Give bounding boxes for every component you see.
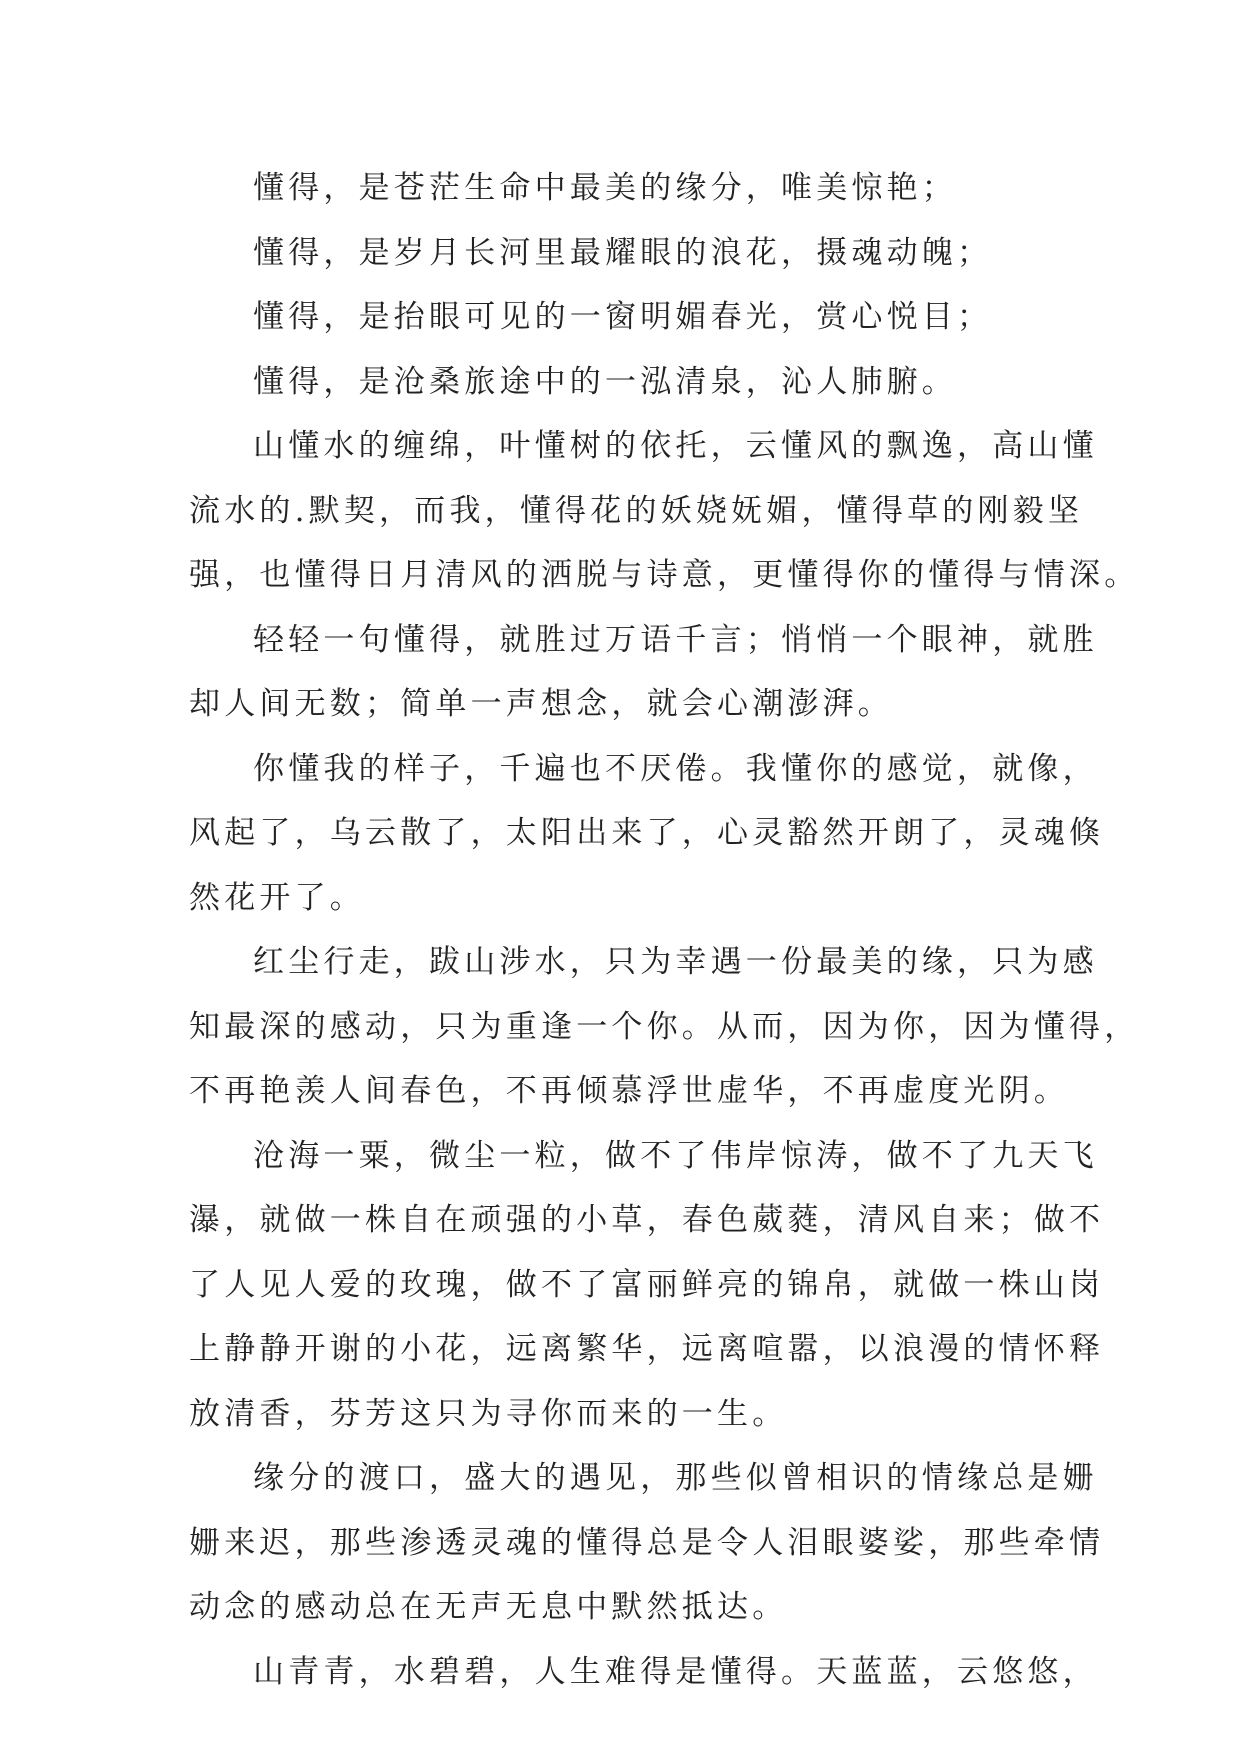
paragraph — [189, 608, 1098, 737]
text-line: 山懂水的缠绵，叶懂树的依托，云懂风的飘逸，高山懂 — [253, 428, 1098, 464]
paragraph — [189, 1124, 1105, 1447]
paragraph — [189, 1640, 1098, 1705]
text-line: 却人间无数；简单一声想念，就会心潮澎湃。 — [189, 686, 893, 722]
paragraph — [189, 414, 1140, 608]
text-line: 懂得，是抬眼可见的一窗明媚春光，赏心悦目； — [253, 299, 993, 335]
text-line: 懂得，是沧桑旅途中的一泓清泉，沁人肺腑。 — [253, 363, 957, 400]
text-line: 沧海一粟，微尘一粒，做不了伟岸惊涛，做不了九天飞 — [253, 1137, 1098, 1174]
paragraph — [189, 350, 1049, 415]
paragraph — [189, 285, 1049, 350]
text-line: 红尘行走，跋山涉水，只为幸遇一份最美的缘，只为感 — [253, 944, 1098, 980]
text-line: 然花开了。 — [189, 879, 365, 916]
text-line: 不再艳羡人间春色，不再倾慕浮世虚华，不再虚度光阴。 — [189, 1073, 1069, 1109]
text-line: 强，也懂得日月清风的洒脱与诗意，更懂得你的懂得与情深。 — [189, 557, 1140, 593]
paragraph — [189, 737, 1105, 931]
text-line: 流水的.默契，而我，懂得花的妖娆妩媚，懂得草的刚毅坚 — [189, 492, 1084, 529]
text-line: 动念的感动总在无声无息中默然抵达。 — [189, 1589, 788, 1625]
paragraph — [189, 221, 1049, 286]
text-line: 上静静开谢的小花，远离繁华，远离喧嚣，以浪漫的情怀释 — [189, 1331, 1105, 1367]
text-line: 懂得，是岁月长河里最耀眼的浪花，摄魂动魄； — [253, 234, 993, 271]
text-line: 瀑，就做一株自在顽强的小草，春色葳蕤，清风自来；做不 — [189, 1202, 1105, 1238]
text-line: 姗来迟，那些渗透灵魂的懂得总是令人泪眼婆娑，那些牵情 — [189, 1524, 1105, 1561]
paragraph — [189, 930, 1140, 1124]
text-line: 懂得，是苍茫生命中最美的缘分，唯美惊艳； — [253, 170, 957, 206]
text-line: 放清香，芬芳这只为寻你而来的一生。 — [189, 1395, 788, 1432]
text-line: 了人见人爱的玫瑰，做不了富丽鲜亮的锦帛，就做一株山岗 — [189, 1266, 1105, 1303]
text-line: 知最深的感动，只为重逢一个你。从而，因为你，因为懂得， — [189, 1008, 1140, 1045]
text-line: 轻轻一句懂得，就胜过万语千言；悄悄一个眼神，就胜 — [253, 621, 1098, 658]
document-body — [189, 156, 1140, 1704]
text-line: 你懂我的样子，千遍也不厌倦。我懂你的感觉，就像， — [253, 750, 1098, 787]
paragraph — [189, 1446, 1105, 1640]
text-line: 风起了，乌云散了，太阳出来了，心灵豁然开朗了，灵魂倏 — [189, 815, 1105, 851]
text-line: 山青青，水碧碧，人生难得是懂得。天蓝蓝，云悠悠， — [253, 1653, 1098, 1690]
paragraph — [189, 156, 1049, 221]
text-line: 缘分的渡口，盛大的遇见，那些似曾相识的情缘总是姗 — [253, 1460, 1098, 1496]
